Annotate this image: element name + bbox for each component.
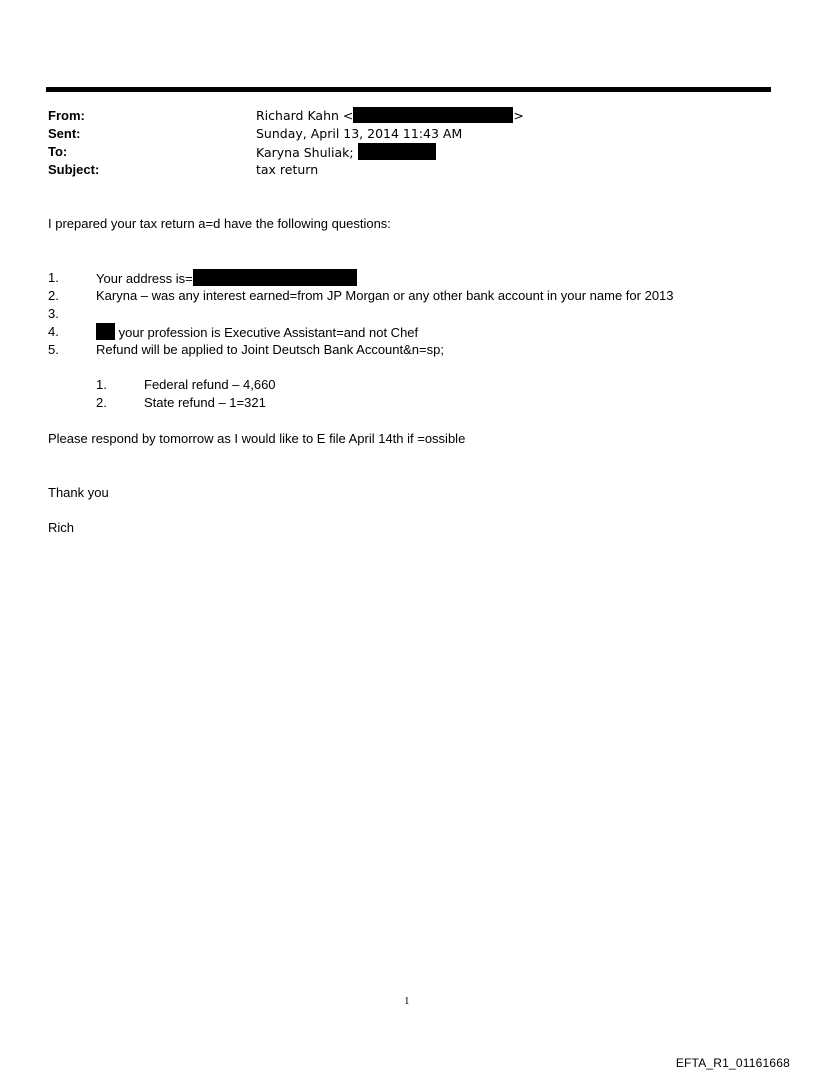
from-value [256, 107, 524, 125]
thanks-text: Thank you [48, 485, 109, 500]
list-text: Karyna – was any interest earned=from JP Morgan or any other bank account in your name for 2013 [96, 288, 674, 303]
list-text: Refund will be applied to Joint Deutsch Bank Account&n=sp; [96, 342, 444, 357]
page-number: 1 [404, 995, 410, 1007]
from-bracket: > [513, 108, 524, 123]
sent-label: Sent: [48, 126, 81, 141]
list-text-content: your profession is Executive Assistant=and not Chef [115, 325, 419, 340]
redaction-box [353, 107, 513, 123]
list-text: Federal refund – 4,660 [144, 377, 276, 392]
sent-value: Sunday, April 13, 2014 11:43 AM [256, 126, 463, 141]
list-text-content: Your address is= [96, 271, 193, 286]
to-recipient: Karyna Shuliak; [256, 145, 354, 160]
signature-text: Rich [48, 520, 75, 535]
subject-value: tax return [256, 162, 319, 177]
redaction-box [96, 323, 115, 340]
list-text [96, 269, 357, 288]
subject-label: Subject: [48, 162, 100, 177]
list-text: State refund – 1=321 [144, 395, 266, 410]
to-value [256, 143, 436, 162]
intro-text: I prepared your tax return a=d have the following questions: [48, 216, 391, 231]
list-number: 1. [96, 377, 107, 392]
list-number: 5. [48, 342, 59, 357]
redaction-box [358, 143, 436, 160]
list-number: 3. [48, 306, 59, 321]
list-text [96, 323, 418, 342]
from-label: From: [48, 108, 85, 123]
list-number: 1. [48, 270, 59, 285]
redaction-box [193, 269, 357, 286]
list-number: 4. [48, 324, 59, 339]
list-number: 2. [48, 288, 59, 303]
from-sender: Richard Kahn < [256, 108, 354, 123]
to-label: To: [48, 144, 68, 159]
header-rule [46, 87, 771, 92]
list-number: 2. [96, 395, 107, 410]
closing-text: Please respond by tomorrow as I would like to E file April 14th if =ossible [48, 431, 466, 446]
document-id: EFTA_R1_01161668 [675, 1056, 790, 1070]
